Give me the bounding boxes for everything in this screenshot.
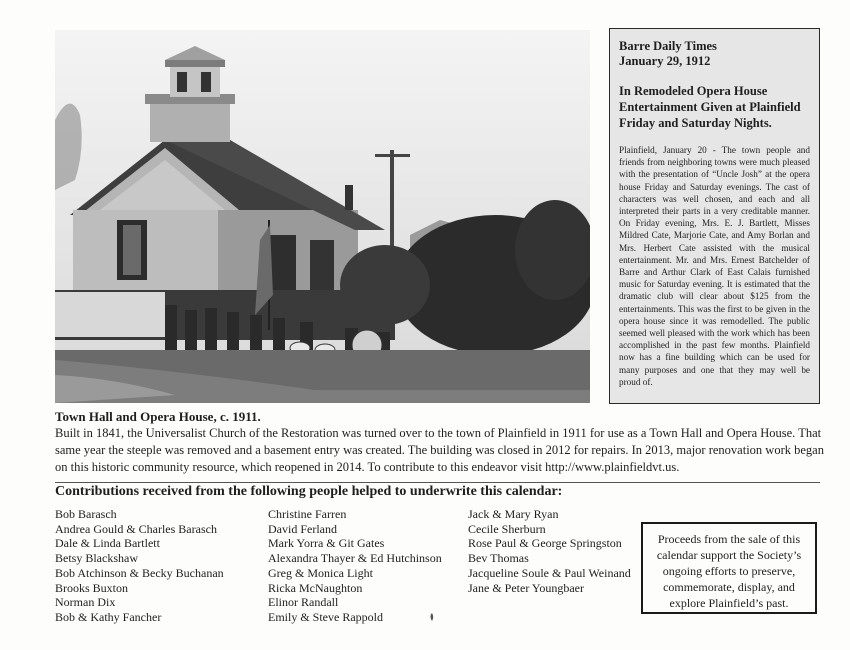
proceeds-note: Proceeds from the sale of this calendar support the Society’s ongoing efforts to preserve, commemorate, display, and explore Plainfield’s past. — [641, 522, 817, 614]
contributor-name: Christine Farren — [268, 507, 347, 521]
contributor-name: David Ferland — [268, 521, 337, 536]
caption-body: Built in 1841, the Universalist Church of the Restoration was turned over to the town of Plainfield in 1911 for use as a Town Hall and Opera House. That same year the steeple was removed and a basement entry was created. The building was closed in 2012 for repairs. In 2013, major renovation work began on this historic community resource, which reopened in 2014. To contribute to this endeavor visit http://www.plainfieldvt.us. — [55, 426, 824, 474]
news-headline: In Remodeled Opera House Entertainment Given at Plainfield Friday and Saturday Nights. — [619, 84, 801, 130]
contributions-heading: Contributions received from the following people helped to underwrite this calendar: — [55, 484, 563, 499]
contributors-column-1 — [55, 507, 224, 625]
contributor-name: Andrea Gould & Charles Barasch — [55, 521, 217, 536]
contributor-name: Jane & Peter Youngbaer — [468, 580, 584, 595]
contributors-column-2 — [268, 507, 442, 625]
contributor-name: Alexandra Thayer & Ed Hutchinson — [268, 551, 442, 566]
contributor-name: Bob & Kathy Fancher — [55, 609, 162, 624]
contributor-name: Brooks Buxton — [55, 580, 129, 595]
contributor-name: Bev Thomas — [468, 551, 529, 566]
contributor-name: Dale & Linda Bartlett — [55, 536, 160, 551]
contributor-name: Jack & Mary Ryan — [468, 507, 559, 521]
news-date: January 29, 1912 — [619, 54, 711, 68]
contributor-name: Cecile Sherburn — [468, 521, 546, 536]
contributor-name: Emily & Steve Rappold — [268, 609, 383, 624]
photo-caption — [55, 408, 825, 475]
newspaper-clipping — [609, 28, 820, 404]
contributor-name: Ricka McNaughton — [268, 580, 363, 595]
contributor-name: Rose Paul & George Springston — [468, 536, 622, 551]
contributor-name: Bob Barasch — [55, 507, 117, 521]
contributor-name: Jacqueline Soule & Paul Weinand — [468, 565, 631, 580]
contributor-name: Norman Dix — [55, 595, 116, 610]
photo-image — [55, 30, 590, 403]
contributor-name: Betsy Blackshaw — [55, 551, 138, 566]
caption-title: Town Hall and Opera House, c. 1911. — [55, 409, 261, 424]
divider — [55, 482, 820, 483]
town-hall-photo — [55, 30, 590, 403]
decorative-mark-icon — [428, 612, 436, 622]
contributor-name: Mark Yorra & Git Gates — [268, 536, 385, 551]
news-publication: Barre Daily Times — [619, 39, 717, 53]
news-body: Plainfield, January 20 - The town people and friends from neighboring towns were much pleased with the presentation of “Uncle Josh” at the opera house Friday and Saturday evenings. The cast of characters was well chosen, and each and all interpreted their parts in a very creditable manner. On Friday evening, Mrs. E. J. Bartlett, Misses Mildred Cate, Marjorie Cate, and Amy Borlan and Mrs. Herbert Cate assisted with the musical entertainment. Mr. and Mrs. Ernest Batchelder of Barre and Arthur Clark of East Calais furnished music for Saturday evening. It is estimated that the dramatic club will clear about $125 from the entertainments. This was the first to be given in the opera house since it was remodelled. The public seemed well pleased with the work which has been accomplished in the past few months. Plainfield now has a fine building which can be used for many purposes and one that they may well be proud of. — [619, 145, 810, 387]
contributors-column-3 — [468, 507, 631, 595]
contributor-name: Bob Atchinson & Becky Buchanan — [55, 565, 224, 580]
contributor-name: Elinor Randall — [268, 595, 339, 610]
contributor-name: Greg & Monica Light — [268, 565, 373, 580]
